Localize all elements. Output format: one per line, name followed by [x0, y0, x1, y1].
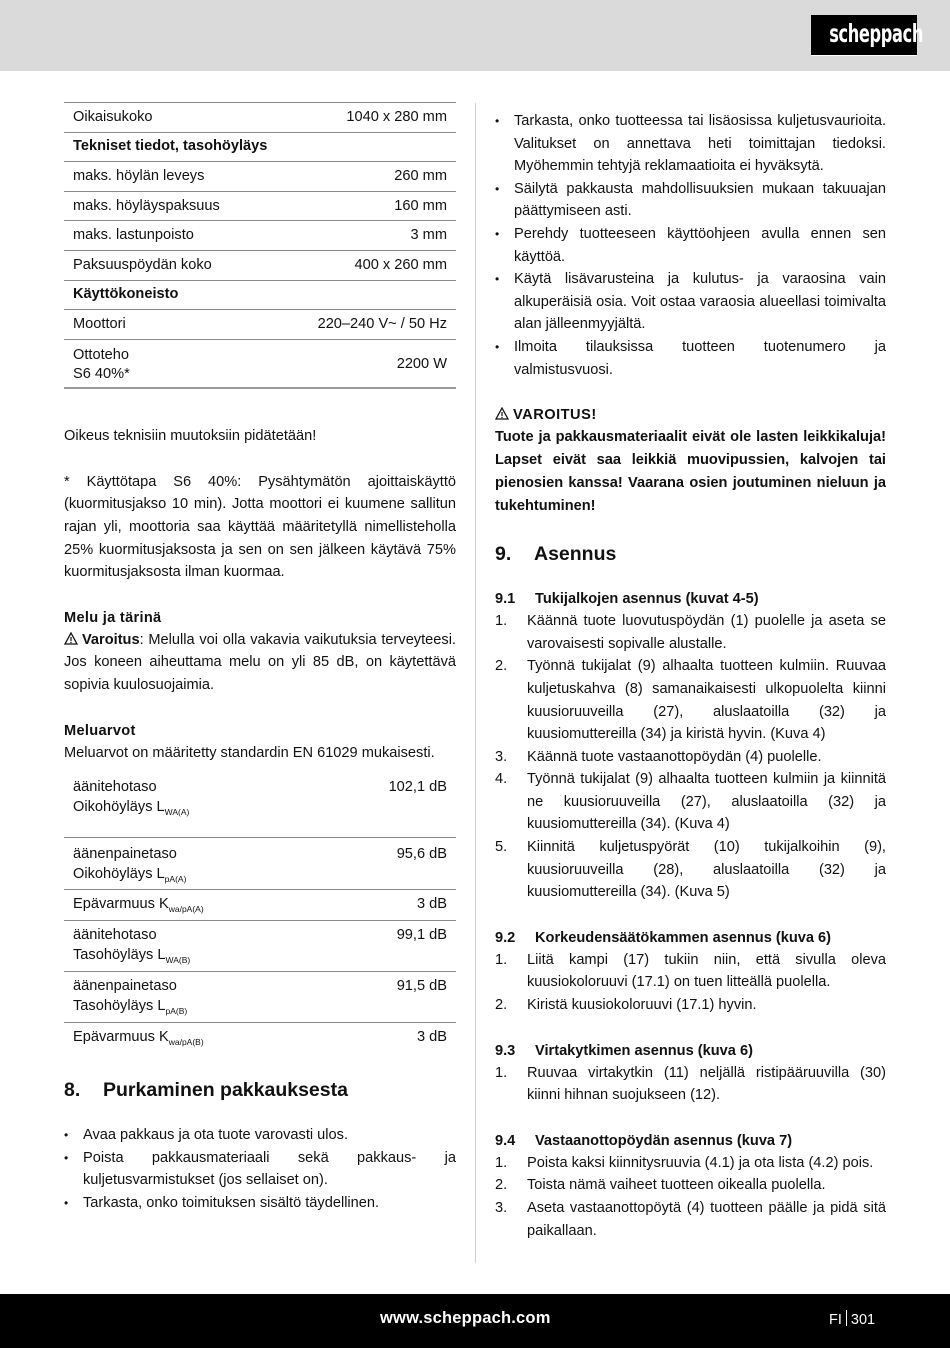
warning-label: Varoitus	[82, 631, 140, 648]
section-9-title: 9. Asennus	[495, 543, 617, 566]
noise-value: 91,5 dB	[323, 971, 456, 1022]
warning-triangle-icon	[495, 407, 509, 420]
separator	[846, 1310, 847, 1326]
noise-value: 102,1 dB	[323, 777, 456, 837]
section-8-title: 8. Purkaminen pakkauksesta	[64, 1079, 348, 1102]
spec-heading: Käyttökoneisto	[64, 280, 456, 310]
spec-value: 400 x 260 mm	[271, 250, 456, 280]
spec-value: 260 mm	[271, 162, 456, 192]
spec-row	[64, 310, 456, 340]
spec-label: Paksuuspöydän koko	[64, 250, 271, 280]
noise-values-intro: Meluarvot on määritetty standardin EN 61029 mukaisesti.	[64, 744, 435, 761]
noise-values-title: Meluarvot	[64, 722, 136, 739]
left-column	[64, 102, 456, 1215]
spec-label: Ottoteho S6 40%*	[64, 339, 271, 388]
page-footer	[0, 1294, 950, 1348]
website-link[interactable]: www.scheppach.com	[380, 1309, 551, 1327]
noise-label: äänitehotaso Oikohöyläys $L_{WA(A)}$	[64, 777, 323, 837]
noise-label: äänenpainetaso Oikohöyläys $L_{pA(A)}$	[64, 837, 323, 889]
spec-table	[64, 102, 456, 389]
spec-row	[64, 221, 456, 251]
unpacking-list	[64, 1124, 456, 1214]
steps-9-2	[495, 949, 886, 1017]
step-item: 1. Ruuvaa virtakytkin (11) neljällä ristipääruuvilla (30) kiinni hihnan suojukseen (12).	[495, 1064, 886, 1104]
list-item: • Perehdy tuotteeseen käyttöohjeen avulla ennen sen käyttöä.	[495, 223, 886, 268]
noise-value: 3 dB	[416, 1028, 447, 1045]
spec-heading-row	[64, 132, 456, 162]
page-header	[0, 0, 950, 71]
step-item: 1. Liitä kampi (17) tukiin niin, että sivulla oleva kuusiokoloruuvi (17.1) on tuen litteällä puolella.	[495, 951, 886, 991]
subsection-9-1-title: 9.1 Tukijalkojen asennus (kuvat 4-5)	[495, 591, 759, 608]
page-number: 301	[850, 1312, 876, 1328]
spec-row	[64, 339, 456, 388]
noise-label: äänitehotaso Tasohöyläys $L_{WA(B)}$	[64, 920, 323, 971]
noise-value: 99,1 dB	[323, 920, 456, 971]
spec-value: 2200 W	[271, 339, 456, 388]
subsection-9-3-title: 9.3 Virtakytkimen asennus (kuva 6)	[495, 1042, 753, 1059]
spec-row	[64, 162, 456, 192]
list-item: • Tarkasta, onko tuotteessa tai lisäosissa kuljetusvaurioita. Valitukset on annettava heti toimittajan tiedoksi. Myöhemmin tehtyjä reklamaatioita ei hyväksytä.	[495, 110, 886, 178]
list-item: • Käytä lisävarusteina ja kulutus- ja varaosina vain alkuperäisiä osia. Voit ostaa varaosia alueellasi toimivalta alan jälleenmyyjältä.	[495, 268, 886, 336]
spec-label: maks. höylän leveys	[64, 162, 271, 192]
spec-row	[64, 191, 456, 221]
list-item: • Ilmoita tilauksissa tuotteen tuotenumero ja valmistusvuosi.	[495, 336, 886, 381]
noise-label: Epävarmuus $K_{wa/pA(B)}$	[73, 1028, 204, 1047]
spec-label: maks. höyläyspaksuus	[64, 191, 271, 221]
noise-row	[64, 1022, 456, 1053]
spec-row	[64, 250, 456, 280]
subsection-9-4-title: 9.4 Vastaanottopöydän asennus (kuva 7)	[495, 1132, 793, 1149]
unpacking-list-continued	[495, 110, 886, 381]
spec-row	[64, 103, 456, 133]
noise-row	[64, 837, 456, 889]
footnote-s6: * Käyttötapa S6 40%: Pysähtymätön ajoittaiskäyttö (kuormitusjakso 10 min). Jotta moottori ei kuumene sallitun rajan yli, moottoria saa käyttää määritetyllä nimellisteholla 25% kuormitusjaksosta ja sen on sen jälkeen käytävä 75% kuormitusjaksosta ilman kuormaa.	[64, 473, 456, 581]
noise-row	[64, 889, 456, 920]
noise-value: 3 dB	[323, 889, 456, 920]
spec-heading-row	[64, 280, 456, 310]
subsection-9-2-title: 9.2 Korkeudensäätökammen asennus (kuva 6)	[495, 929, 832, 946]
column-divider	[475, 103, 476, 1263]
spec-value: 220–240 V~ / 50 Hz	[271, 310, 456, 340]
noise-vibration-title: Melu ja tärinä	[64, 609, 162, 626]
step-item: 1. Käännä tuote luovutuspöydän (1) puolelle ja aseta se varovaisesti sopivalle alustalle.	[495, 613, 886, 652]
warning-text: Tuote ja pakkausmateriaalit eivät ole lasten leikkikaluja! Lapset eivät saa leikkiä muovipussien, kalvojen tai pienosien kanssa! Vaarana osien joutuminen nieluun ja tukehtuminen!	[495, 429, 886, 515]
noise-row	[64, 777, 456, 837]
spec-value: 160 mm	[271, 191, 456, 221]
warning-text: : Melulla voi olla vakavia vaikutuksia terveyteesi. Jos koneen aiheuttama melu on yli 85 dB, on käytettävä sopivia kuulosuojaimia.	[64, 631, 456, 693]
step-item: 1. Poista kaksi kiinnitysruuvia (4.1) ja ota lista (4.2) pois.	[495, 1154, 874, 1171]
page-indicator	[829, 1310, 875, 1328]
list-item: • Poista pakkausmateriaali sekä pakkaus- ja kuljetusvarmistukset (jos sellaiset on).	[64, 1147, 456, 1192]
steps-9-4	[495, 1152, 886, 1242]
step-item: 2. Kiristä kuusiokoloruuvi (17.1) hyvin.	[495, 997, 757, 1014]
step-item: 3. Aseta vastaanottopöytä (4) tuotteen päälle ja pidä sitä paikallaan.	[495, 1200, 886, 1239]
noise-label: äänenpainetaso Tasohöyläys $L_{pA(B)}$	[64, 971, 323, 1022]
noise-label: Epävarmuus $K_{wa/pA(A)}$	[64, 889, 323, 920]
list-item: • Tarkasta, onko toimituksen sisältö täydellinen.	[64, 1192, 456, 1215]
noise-row	[64, 971, 456, 1022]
spec-value: 1040 x 280 mm	[271, 103, 456, 133]
list-item: • Avaa pakkaus ja ota tuote varovasti ulos.	[64, 1124, 456, 1147]
noise-table	[64, 777, 456, 1053]
step-item: 4. Työnnä tukijalat (9) alhaalta tuotteen kulmiin ja kiinnitä ne kuusioruuveilla (27), aluslaatoilla (32) ja kuusiomuttereilla (34). (Kuva 4)	[495, 771, 886, 833]
step-item: 2. Toista nämä vaiheet tuotteen oikealla puolella.	[495, 1177, 826, 1194]
right-column	[495, 110, 886, 1242]
noise-row	[64, 920, 456, 971]
step-item: 3. Käännä tuote vastaanottopöydän (4) puolelle.	[495, 748, 822, 765]
spec-label: Oikaisukoko	[64, 103, 271, 133]
rights-notice: Oikeus teknisiin muutoksiin pidätetään!	[64, 428, 317, 445]
noise-warning	[64, 629, 456, 697]
list-item: • Säilytä pakkausta mahdollisuuksien mukaan takuuajan päättymiseen asti.	[495, 178, 886, 223]
steps-9-1	[495, 610, 886, 904]
steps-9-3	[495, 1062, 886, 1107]
language-code: FI	[829, 1312, 842, 1328]
spec-heading: Tekniset tiedot, tasohöyläys	[64, 132, 456, 162]
warning-triangle-icon	[64, 632, 78, 645]
spec-label: Moottori	[64, 310, 271, 340]
scheppach-logo: scheppach	[811, 15, 917, 56]
noise-value: 95,6 dB	[323, 837, 456, 889]
spec-label: maks. lastunpoisto	[64, 221, 271, 251]
warning-heading: VAROITUS!	[495, 404, 886, 426]
step-item: 2. Työnnä tukijalat (9) alhaalta tuotteen kulmiin. Ruuvaa kuljetuskahva (8) samanaikaisesti ulkopuolelta kiinni kuusioruuveilla (27), aluslaatoilla (32) ja kuusiomuttereilla (34) ja kiristä hyvin. (Kuva 4)	[495, 658, 886, 743]
spec-value: 3 mm	[271, 221, 456, 251]
step-item: 5. Kiinnitä kuljetuspyörät (10) tukijalkoihin (9), kuusioruuveilla (28), aluslaatoilla (32) ja kuusiomuttereilla (34). (Kuva 5)	[495, 839, 886, 901]
